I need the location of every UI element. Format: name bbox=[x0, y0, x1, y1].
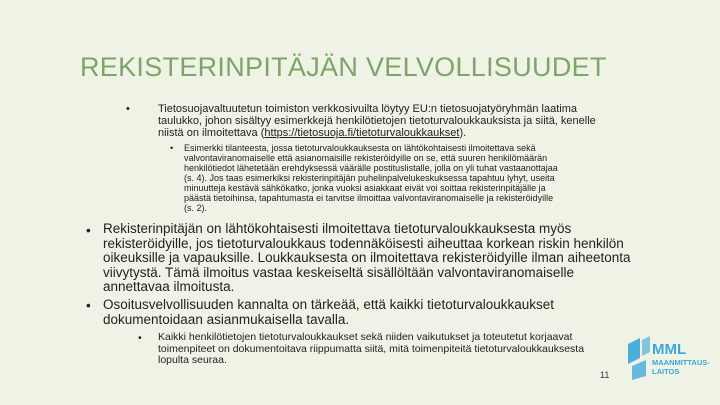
bullet-dot: • bbox=[138, 332, 142, 344]
sub-line: päästä tietoihinsa, tapahtumasta ei tarvitse ilmoittaa valvontaviranomaiselle ja rekisteröidyille bbox=[184, 193, 554, 203]
bullet-3-line: dokumentoidaan asianmukaisella tavalla. bbox=[103, 311, 350, 327]
bullet-2-text bbox=[103, 222, 631, 295]
bullet-2-line: Rekisterinpitäjän on lähtökohtaisesti ilmoitettava tietoturvaloukkauksesta myös bbox=[103, 221, 572, 236]
bullet-1-line-2: taulukko, johon sisältyy esimerkkejä henkilötietojen tietoturvaloukkauksista ja siitä, kenelle bbox=[158, 115, 596, 127]
bullet-1-line-3-prefix: niistä on ilmoitettava ( bbox=[158, 127, 265, 139]
sub-line: (s. 2). bbox=[184, 203, 208, 213]
bullet-1-text bbox=[158, 103, 596, 139]
sub-line: minuutteja kestävä sähkökatko, jonka vuoksi asiakkaat eivät voi soittaa rekisterinpitäjälle ja bbox=[184, 183, 546, 193]
tietosuoja-link[interactable]: https://tietosuoja.fi/tietoturvaloukkaukset bbox=[264, 127, 460, 139]
bullet-3-text bbox=[103, 298, 554, 327]
logo-mark-icon bbox=[628, 336, 650, 380]
logo-line-1: MAANMITTAUS- bbox=[652, 358, 710, 367]
bullet-3-sub-text bbox=[158, 332, 584, 367]
logo-letters: MML bbox=[652, 341, 687, 358]
bullet-dot: • bbox=[86, 223, 91, 238]
mml-logo bbox=[626, 336, 710, 380]
bullet-dot: • bbox=[126, 103, 130, 115]
bullet-2-line: viivytystä. Tämä ilmoitus vastaa keskeiseltä sisällöltään valvontaviranomaiselle bbox=[103, 264, 574, 280]
bullet-dot: • bbox=[86, 298, 91, 313]
bullet-2-line: annettavaa ilmoitusta. bbox=[103, 279, 235, 294]
sub-line: Esimerkki tilanteesta, jossa tietoturvaloukkauksesta on lähtökohtaisesti ilmoitettava sekä bbox=[184, 143, 536, 153]
bullet-1-line-3 bbox=[158, 127, 596, 139]
bullet-1-line-3-suffix: ). bbox=[459, 127, 467, 139]
logo-line-2: LAITOS bbox=[652, 367, 680, 376]
slide-title: REKISTERINPITÄJÄN VELVOLLISUUDET bbox=[80, 52, 607, 82]
bullet-dot: • bbox=[170, 143, 174, 153]
bullet-3-line: Osoitusvelvollisuuden kannalta on tärkeää, että kaikki tietoturvaloukkaukset bbox=[103, 297, 555, 312]
page-number: 11 bbox=[600, 370, 610, 380]
sub-line: valvontaviranomaiselle että asianomaisille rekisteröidyille on se, että suuren henkilömäärän bbox=[184, 153, 548, 163]
sub-line: toimenpiteet on dokumentoitava riippumatta siitä, mitä toimenpiteitä tietoturvaloukkauksesta bbox=[158, 342, 585, 355]
sub-line: lopulta seuraa. bbox=[158, 354, 227, 366]
sub-line: Kaikki henkilötietojen tietoturvaloukkaukset sekä niiden vaikutukset ja toteutetut korjaavat bbox=[158, 331, 573, 343]
bullet-1-sub-text bbox=[184, 143, 558, 213]
sub-line: henkilötiedot lähetetään erehdyksessä väärälle postituslistalle, jolla on yli tuhat vastaanottajaa bbox=[184, 163, 558, 173]
sub-line: (s. 4). Jos taas esimerkiksi rekisterinpitäjän puhelinpalvelukeskuksessa tapahtuu lyhyt, useita bbox=[184, 173, 555, 183]
bullet-1-line-1: Tietosuojavaltuutetun toimiston verkkosivuilta löytyy EU:n tietosuojatyöryhmän laatima bbox=[158, 103, 578, 115]
bullet-2-line: rekisteröidyille, jos tietoturvaloukkaus todennäköisesti aiheuttaa korkean riskin henkilön bbox=[103, 235, 624, 251]
bullet-2-line: oikeuksille ja vapauksille. Loukkauksesta on ilmoitettava rekisteröidyille ilman aiheetonta bbox=[103, 250, 631, 265]
